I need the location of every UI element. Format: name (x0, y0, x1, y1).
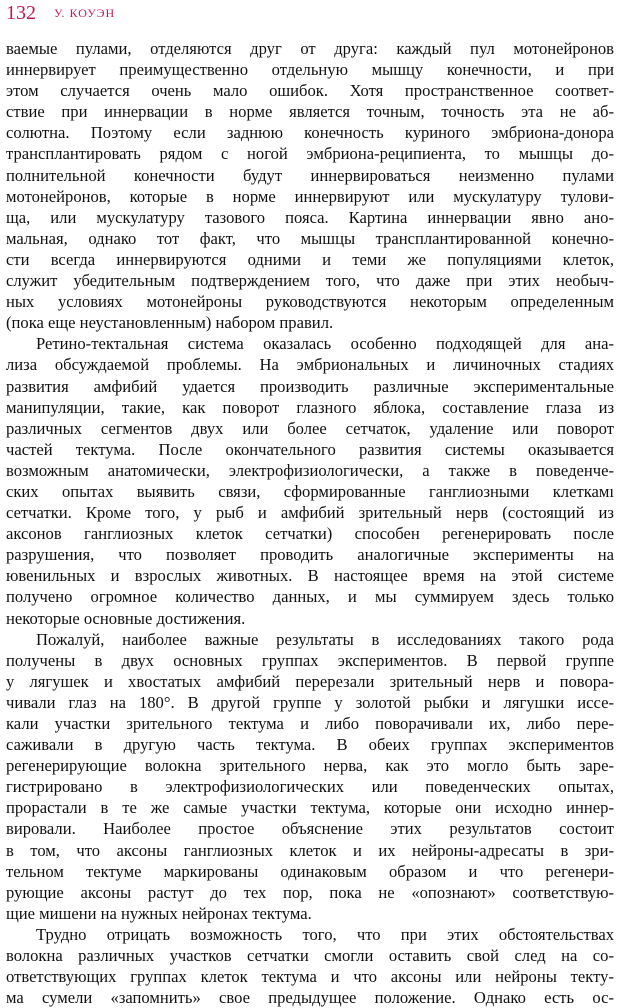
text-line: некоторые основные достижения. (6, 608, 246, 628)
paragraph (6, 629, 614, 924)
text-line: саживали в другую часть тектума. В обеих группах экспериментов (6, 735, 614, 755)
text-line: мальная, однако тот факт, что мышцы трансплантированной конечно- (6, 228, 614, 248)
text-line: возможным анатомически, электрофизиологически, а также в поведенче- (6, 460, 614, 480)
page-number: 132 (6, 2, 36, 24)
text-line: трансплантировать рядом с ногой эмбриона-реципиента, то мышцы до- (6, 144, 614, 164)
text-line: получены в двух основных группах экспериментов. В первой группе (6, 650, 614, 670)
text-line: волокна различных участков сетчатки смогли оставить свой след на со- (6, 946, 614, 966)
text-line: Пожалуй, наиболее важные результаты в исследованиях такого рода (36, 629, 614, 649)
text-line: Ретино-тектальная система оказалась особенно подходящей для ана- (36, 334, 614, 354)
text-line: лиза обсуждаемой проблемы. На эмбриональных и личиночных стадиях (6, 355, 614, 375)
paragraph (6, 924, 614, 1008)
body-text (6, 38, 614, 1008)
text-line: этом случается очень мало ошибок. Хотя пространственное соответ- (6, 81, 614, 101)
text-line: сти всегда иннервируются одними и теми же популяциями клеток, (6, 249, 614, 269)
text-line: регенерирующие волокна зрительного нерва, как это могло быть заре- (6, 756, 614, 776)
text-line: получено огромное количество данных, и мы суммируем здесь только (6, 587, 614, 607)
text-line: вировали. Наиболее простое объяснение этих результатов состоит (6, 819, 614, 839)
text-line: различных сегментов двух или более сетчаток, удаление или поворот (6, 418, 614, 438)
text-line: Трудно отрицать возможность того, что при этих обстоятельствах (36, 924, 614, 944)
text-line: кали участки зрительного тектума и либо поворачивали их, либо пере- (6, 714, 614, 733)
text-line: гистрировано в электрофизиологических или поведенческих опытах, (6, 777, 614, 797)
running-head-author: У. КОУЭН (54, 6, 116, 20)
paragraph (6, 38, 614, 333)
text-line: ювенильных и взрослых животных. В настоящее время на этой системе (6, 566, 614, 586)
text-line: полнительной конечности будут иннервироваться неизменно пулами (6, 165, 614, 185)
text-line: разрушения, что позволяет проводить аналогичные эксперименты на (6, 545, 614, 565)
text-line: у лягушек и хвостатых амфибий перерезали зрительный нерв и поворa- (6, 671, 614, 691)
text-line: ответствующих группах клеток тектума и что аксоны или нейроны текту- (6, 967, 614, 987)
text-line: щие мишени на нужных нейронах тектума. (6, 903, 312, 923)
text-line: (пока еще неустановленным) набором правил. (6, 313, 334, 333)
running-header (6, 2, 614, 38)
text-line: ваемые пулами, отделяются друг от друга: каждый пул мотонейронов (6, 39, 614, 58)
text-line: прорастали в те же самые участки тектума, которые они исходно иннер- (6, 798, 614, 818)
text-line: тельном тектуме маркированы одинаковым образом и что регенери- (6, 861, 614, 881)
text-line: рующие аксоны растут до тех пор, пока не «опознают» соответствую- (6, 882, 614, 902)
text-line: ствие при иннервации в норме является точным, точность эта не аб- (6, 102, 614, 122)
text-line: в том, что аксоны ганглиозных клеток и их нейроны-адресаты в зри- (6, 840, 614, 860)
text-line: развития амфибий удается производить различные экспериментальные (6, 376, 614, 396)
text-line: мотонейронов, которые в норме иннервируют или мускулатуру тулови- (6, 186, 614, 206)
text-line: иннервирует преимущественно отдельную мышцу конечности, и при (6, 60, 614, 80)
text-line: ских опытах выявить связи, сформированные ганглиозными клеткамı (6, 481, 614, 501)
text-line: сетчатки. Кроме того, у рыб и амфибий зрительный нерв (состоящий из (6, 503, 614, 523)
text-line: манипуляции, такие, как поворот глазного яблока, составление глаза из (6, 397, 614, 417)
text-line: чивали глаз на 180°. В другой группе у золотой рыбки и лягушки иссе- (6, 692, 614, 712)
text-line: ных условиях мотонейроны руководствуются некоторым определенным (6, 292, 614, 312)
text-line: солютна. Поэтому если заднюю конечность куриного эмбриона-донора (6, 123, 614, 143)
text-line: частей тектума. После окончательного развития системы оказывается (6, 439, 614, 459)
text-line: ща, или мускулатуру тазового пояса. Картина иннервации явно ано- (6, 207, 614, 227)
text-line: аксонов ганглиозных клеток сетчатки) способен регенерировать после (6, 524, 614, 544)
text-line: служит убедительным подтверждением того, что даже при этих необыч- (6, 271, 614, 291)
paragraph (6, 333, 614, 628)
text-line: ма сумели «запомнить» свое предыдущее положение. Однако есть ос- (6, 988, 614, 1008)
